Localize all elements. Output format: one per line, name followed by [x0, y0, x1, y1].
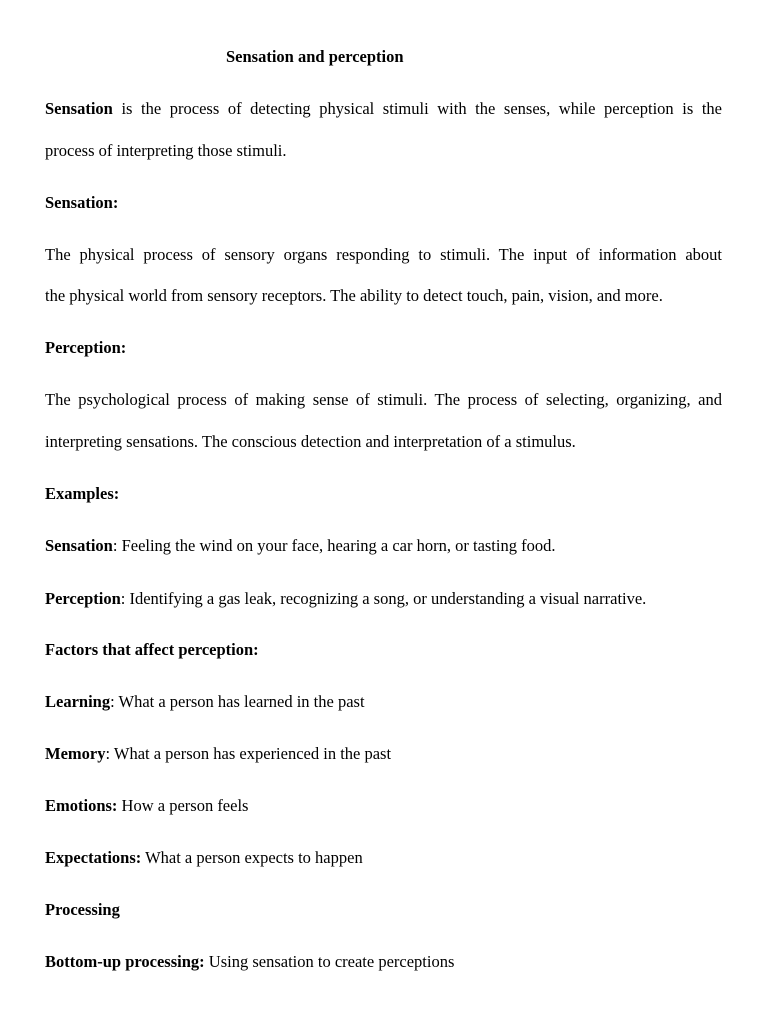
factor-term: Expectations: [45, 848, 142, 867]
example-text: : Feeling the wind on your face, hearing a car horn, or tasting food. [112, 536, 556, 555]
perception-paragraph-line-2: interpreting sensations. The conscious detection and interpretation of a stimulus. [45, 432, 576, 451]
processing-item-bottom-up [45, 952, 722, 972]
perception-heading-text: Perception: [45, 338, 127, 357]
factor-item-learning [45, 692, 722, 712]
example-item-perception [45, 589, 722, 609]
sensation-heading-text: Sensation: [45, 193, 119, 212]
intro-term: Sensation [45, 99, 113, 118]
factor-text: What a person expects to happen [141, 848, 363, 867]
example-item-sensation [45, 536, 722, 556]
example-text: : Identifying a gas leak, recognizing a song, or understanding a visual narrative. [120, 589, 647, 608]
factor-item-expectations [45, 848, 722, 868]
factor-text: : What a person has experienced in the past [105, 744, 392, 763]
factor-term: Learning [45, 692, 111, 711]
processing-term: Bottom-up processing: [45, 952, 205, 971]
processing-heading [45, 900, 722, 920]
sensation-heading [45, 193, 722, 213]
example-term: Sensation [45, 536, 113, 555]
intro-paragraph-line-2: process of interpreting those stimuli. [45, 141, 287, 160]
processing-text: Using sensation to create perceptions [204, 952, 455, 971]
examples-heading [45, 484, 722, 504]
factor-item-emotions [45, 796, 722, 816]
document-title: Sensation and perception [226, 47, 404, 66]
perception-paragraph-line-1: The psychological process of making sense of stimuli. The process of selecting, organizing, and [45, 390, 722, 409]
processing-heading-text: Processing [45, 900, 120, 919]
examples-heading-text: Examples: [45, 484, 120, 503]
factor-text: How a person feels [117, 796, 249, 815]
factor-item-memory [45, 744, 722, 764]
sensation-paragraph-line-2: the physical world from sensory receptors. The ability to detect touch, pain, vision, and more. [45, 286, 663, 305]
factor-text: : What a person has learned in the past [110, 692, 365, 711]
factors-heading [45, 640, 722, 660]
intro-paragraph-line-1 [45, 99, 722, 119]
factor-term: Emotions: [45, 796, 118, 815]
perception-heading [45, 338, 722, 358]
example-term: Perception [45, 589, 121, 608]
intro-text-1: is the process of detecting physical stimuli with the senses, while perception is the [112, 99, 722, 118]
factor-term: Memory [45, 744, 106, 763]
sensation-paragraph-line-1: The physical process of sensory organs responding to stimuli. The input of information about [45, 245, 722, 264]
factors-heading-text: Factors that affect perception: [45, 640, 259, 659]
